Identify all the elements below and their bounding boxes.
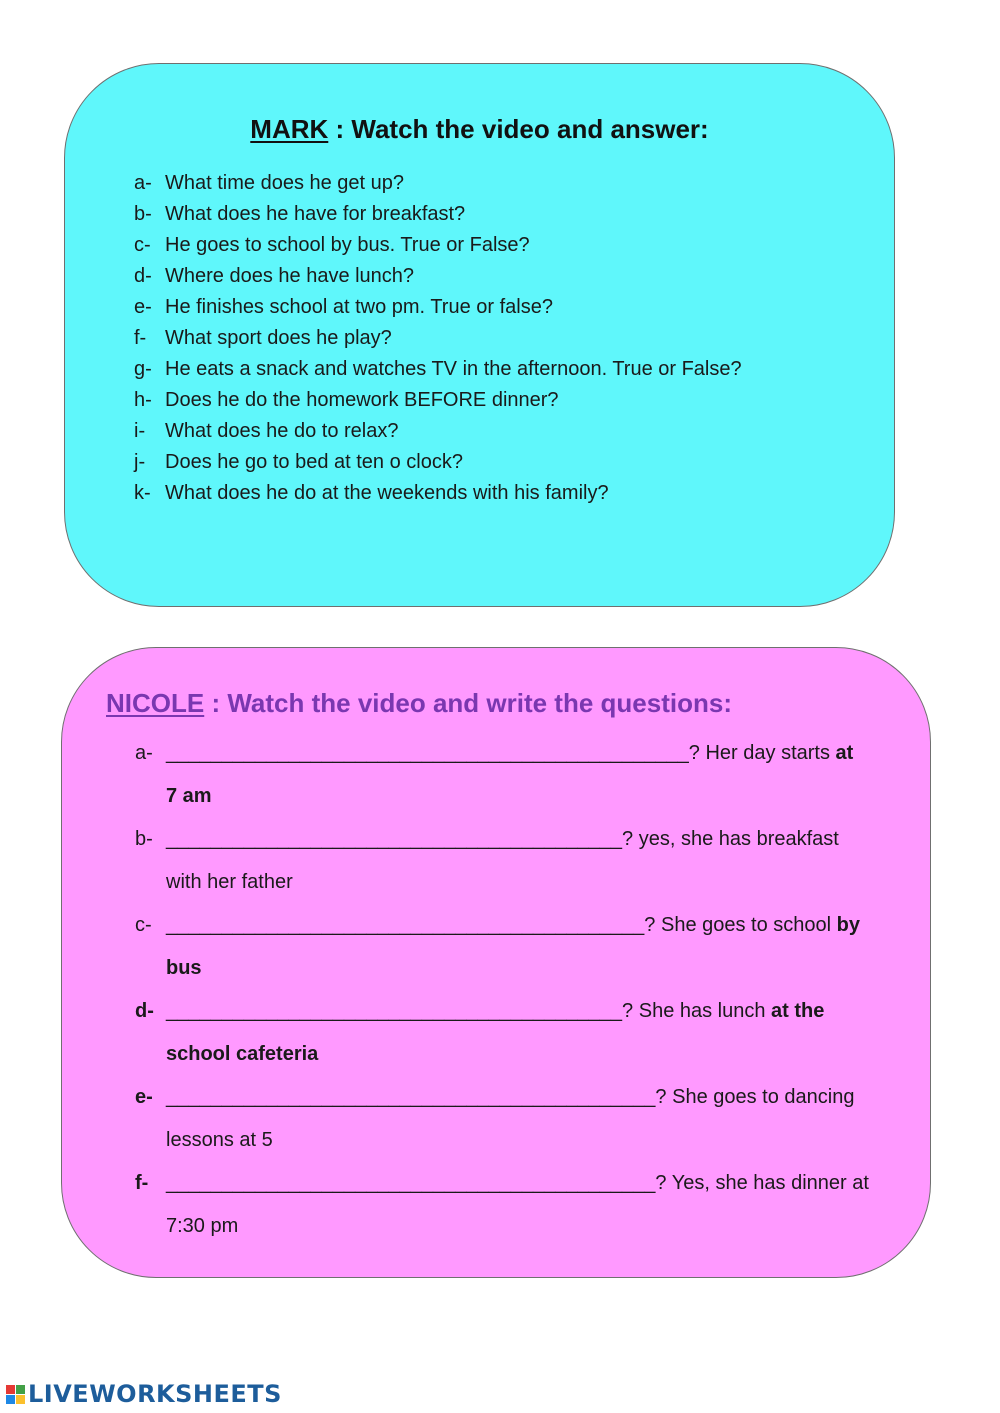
answer-text: ? Her day starts [688,742,836,764]
nicole-name: NICOLE [106,688,205,718]
list-item [135,1162,869,1248]
answer-continuation: with her father [166,871,293,893]
list-item [134,416,742,447]
list-item [135,818,839,904]
question-text: He eats a snack and watches TV in the afternoon. True or False? [165,358,742,380]
list-item [134,478,742,509]
answer-blank[interactable]: _________________________________________ [166,828,623,850]
question-letter: d- [134,265,152,287]
answer-blank[interactable]: _________________________________________ [166,1000,623,1022]
logo-block [6,1385,15,1394]
list-item [134,230,742,261]
question-letter: h- [134,389,152,411]
mark-title [65,114,894,145]
question-text: Does he do the homework BEFORE dinner? [165,389,559,411]
question-letter: b- [134,203,152,225]
nicole-card [61,647,931,1278]
answer-continuation: lessons at 5 [166,1129,273,1151]
list-item [134,385,742,416]
list-item [134,168,742,199]
question-letter: d- [135,1000,154,1022]
question-letter: f- [134,327,147,349]
answer-text: ? She goes to dancing [655,1086,855,1108]
mark-card [64,63,895,607]
answer-text: ? She goes to school [644,914,837,936]
question-letter: c- [135,914,152,936]
logo-block [6,1395,15,1404]
question-text: What does he have for breakfast? [165,203,466,225]
list-item [134,354,742,385]
list-item [134,323,742,354]
list-item [135,1076,854,1162]
question-text: He goes to school by bus. True or False? [165,234,530,256]
list-item [135,732,853,818]
question-letter: j- [134,451,146,473]
question-letter: f- [135,1172,149,1194]
list-item [134,292,742,323]
answer-bold-text: by [836,914,860,936]
answer-text: ? Yes, she has dinner at [655,1172,869,1194]
question-letter: a- [135,742,153,764]
list-item [134,447,742,478]
answer-bold-text: at [835,742,854,764]
answer-continuation-bold: 7 am [166,785,212,807]
question-letter: k- [134,482,151,504]
answer-continuation-bold: bus [166,957,202,979]
brand-name: LIVEWORKSHEETS [28,1380,282,1408]
list-item [134,261,742,292]
mark-name: MARK [250,114,329,144]
question-text: What does he do to relax? [165,420,399,442]
question-letter: c- [134,234,151,256]
answer-text: ? yes, she has breakfast [622,828,839,850]
answer-continuation-bold: school cafeteria [166,1043,319,1065]
answer-text: ? She has lunch [622,1000,772,1022]
question-letter: g- [134,358,152,380]
mark-title-text: : Watch the video and answer: [328,114,709,144]
list-item [135,990,824,1076]
list-item [134,199,742,230]
nicole-title [106,688,732,719]
answer-blank[interactable]: _______________________________________________ [166,742,689,764]
logo-block [16,1395,25,1404]
question-text: He finishes school at two pm. True or false? [165,296,553,318]
logo-blocks-icon [6,1385,25,1404]
answer-bold-text: at the [771,1000,825,1022]
answer-blank[interactable]: ____________________________________________ [166,1172,656,1194]
question-text: What sport does he play? [165,327,392,349]
answer-continuation: 7:30 pm [166,1215,239,1237]
liveworksheets-logo [6,1380,282,1408]
question-letter: e- [135,1086,153,1108]
logo-block [16,1385,25,1394]
mark-question-list [134,168,742,509]
nicole-title-text: : Watch the video and write the questions: [204,688,732,718]
question-letter: e- [134,296,152,318]
question-text: What does he do at the weekends with his family? [165,482,609,504]
answer-blank[interactable]: ___________________________________________ [166,914,645,936]
question-letter: a- [134,172,152,194]
question-text: Where does he have lunch? [165,265,415,287]
question-text: What time does he get up? [165,172,405,194]
question-text: Does he go to bed at ten o clock? [165,451,463,473]
question-letter: b- [135,828,153,850]
list-item [135,904,860,990]
question-letter: i- [134,420,146,442]
answer-blank[interactable]: ____________________________________________ [166,1086,656,1108]
